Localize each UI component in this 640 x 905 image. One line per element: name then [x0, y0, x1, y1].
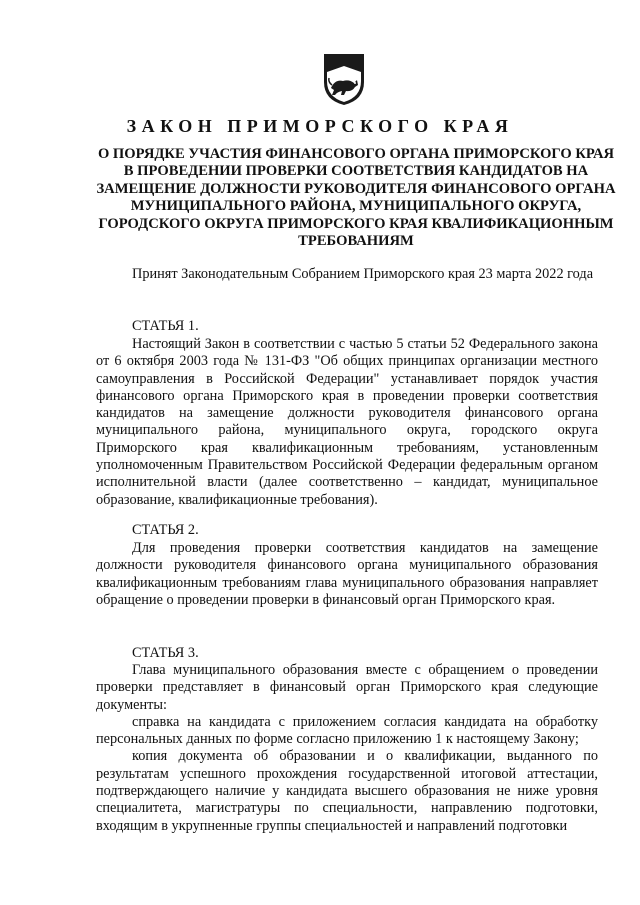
article-2-paragraph-1: Для проведения проверки соответствия кандидатов на замещение должности руководителя финансового органа муниципального образования квалификационным требованиям глава муниципального образования направляет обращение о проведении проверки в финансовый орган Приморского края. — [96, 540, 598, 608]
adoption-note: Принят Законодательным Собранием Приморского края 23 марта 2022 года — [132, 266, 594, 282]
article-3-paragraph-3: копия документа об образовании и о квалификации, выданного по результатам успешного прохождения государственной итоговой аттестации, подтверждающего наличие у кандидата высшего образования не ниже уровня специалитета, магистратуры по специальности, направлению подготовки, входящим в укрупненные группы специальностей и направлений подготовки — [96, 748, 598, 834]
article-3-heading: СТАТЬЯ 3. — [132, 645, 199, 661]
article-1-heading: СТАТЬЯ 1. — [132, 318, 199, 334]
article-2-heading: СТАТЬЯ 2. — [132, 522, 199, 538]
law-subject: О ПОРЯДКЕ УЧАСТИЯ ФИНАНСОВОГО ОРГАНА ПРИМОРСКОГО КРАЯ В ПРОВЕДЕНИИ ПРОВЕРКИ СООТВЕТСТВИЯ КАНДИДАТОВ НА ЗАМЕЩЕНИЕ ДОЛЖНОСТИ РУКОВОДИТЕЛЯ ФИНАНСОВОГО ОРГАНА МУНИЦИПАЛЬНОГО РАЙОНА, МУНИЦИПАЛЬНОГО ОКРУГА, ГОРОДСКОГО ОКРУГА ПРИМОРСКОГО КРАЯ КВАЛИФИКАЦИОННЫМ ТРЕБОВАНИЯМ — [96, 146, 616, 250]
article-3-body — [96, 662, 598, 835]
law-title: ЗАКОН ПРИМОРСКОГО КРАЯ — [126, 116, 514, 136]
article-1-paragraph-1: Настоящий Закон в соответствии с частью 5 статьи 52 Федерального закона от 6 октября 2003 года № 131-ФЗ "Об общих принципах организации местного самоуправления в Российской Федерации" устанавливает порядок участия финансового органа Приморского края в проведении проверки соответствия кандидатов на замещение должности руководителя финансового органа муниципального района, муниципального округа, городского округа Приморского края квалификационным требованиям, установленным уполномоченным Правительством Российской Федерации федеральным органом исполнительной власти (далее соответственно – кандидат, муниципальное образование, квалификационные требования). — [96, 336, 598, 508]
article-3-paragraph-2: справка на кандидата с приложением согласия кандидата на обработку персональных данных по форме согласно приложению 1 к настоящему Закону; — [96, 713, 598, 748]
coat-of-arms-icon — [322, 52, 366, 106]
article-3-paragraph-1: Глава муниципального образования вместе с обращением о проведении проверки представляет в финансовый орган Приморского края следующие документы: — [96, 662, 598, 713]
